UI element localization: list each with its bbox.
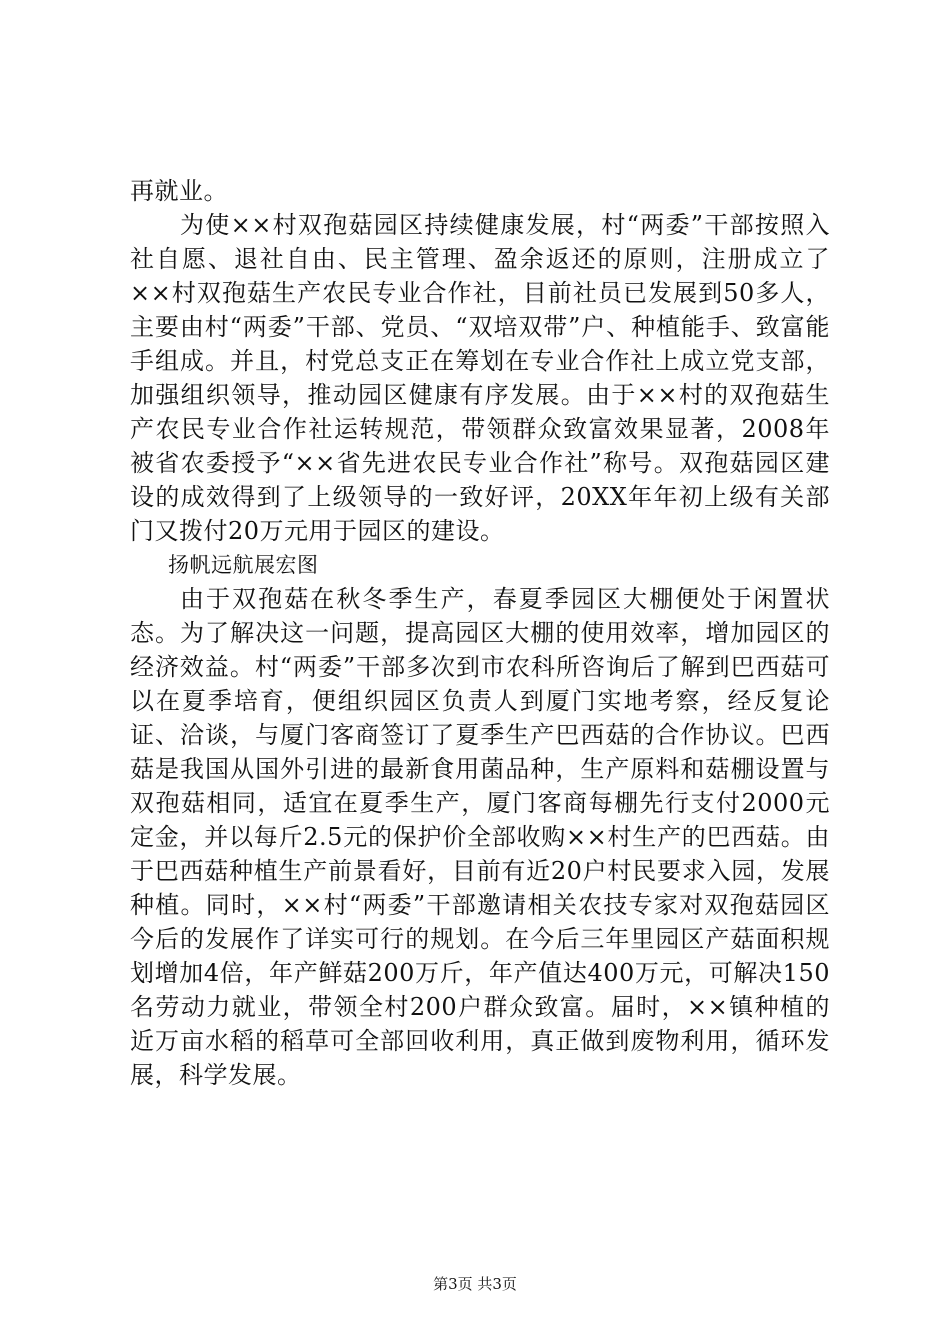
page-footer [0, 1274, 950, 1294]
section-heading: 扬帆远航展宏图 [168, 553, 319, 577]
document-body [130, 174, 830, 1092]
page-number-label: 第3页 共3页 [433, 1275, 517, 1293]
paragraph-development-plan: 由于双孢菇在秋冬季生产，春夏季园区大棚便处于闲置状态。为了解决这一问题，提高园区大棚的使用效率，增加园区的经济效益。村“两委”干部多次到市农科所咨询后了解到巴西菇可以在夏季培育，便组织园区负责人到厦门实地考察，经反复论证、洽谈，与厦门客商签订了夏季生产巴西菇的合作协议。巴西菇是我国从国外引进的最新食用菌品种，生产原料和菇棚设置与双孢菇相同，适宜在夏季生产，厦门客商每棚先行支付2000元定金，并以每斤2.5元的保护价全部收购××村生产的巴西菇。由于巴西菇种植生产前景看好，目前有近20户村民要求入园，发展种植。同时，××村“两委”干部邀请相关农技专家对双孢菇园区今后的发展作了详实可行的规划。在今后三年里园区产菇面积规划增加4倍，年产鲜菇200万斤，年产值达400万元，可解决150名劳动力就业，带领全村200户群众致富。届时，××镇种植的近万亩水稻的稻草可全部回收利用，真正做到废物利用，循环发展，科学发展。 [130, 585, 830, 1089]
paragraph-continuation: 再就业。 [130, 177, 228, 205]
paragraph-cooperative: 为使××村双孢菇园区持续健康发展，村“两委”干部按照入社自愿、退社自由、民主管理、盈余返还的原则，注册成立了××村双孢菇生产农民专业合作社，目前社员已发展到50多人，主要由村“两委”干部、党员、“双培双带”户、种植能手、致富能手组成。并且，村党总支正在筹划在专业合作社上成立党支部，加强组织领导，推动园区健康有序发展。由于××村的双孢菇生产农民专业合作社运转规范，带领群众致富效果显著，2008年被省农委授予“××省先进农民专业合作社”称号。双孢菇园区建设的成效得到了上级领导的一致好评，20XX年年初上级有关部门又拨付20万元用于园区的建设。 [130, 211, 830, 545]
